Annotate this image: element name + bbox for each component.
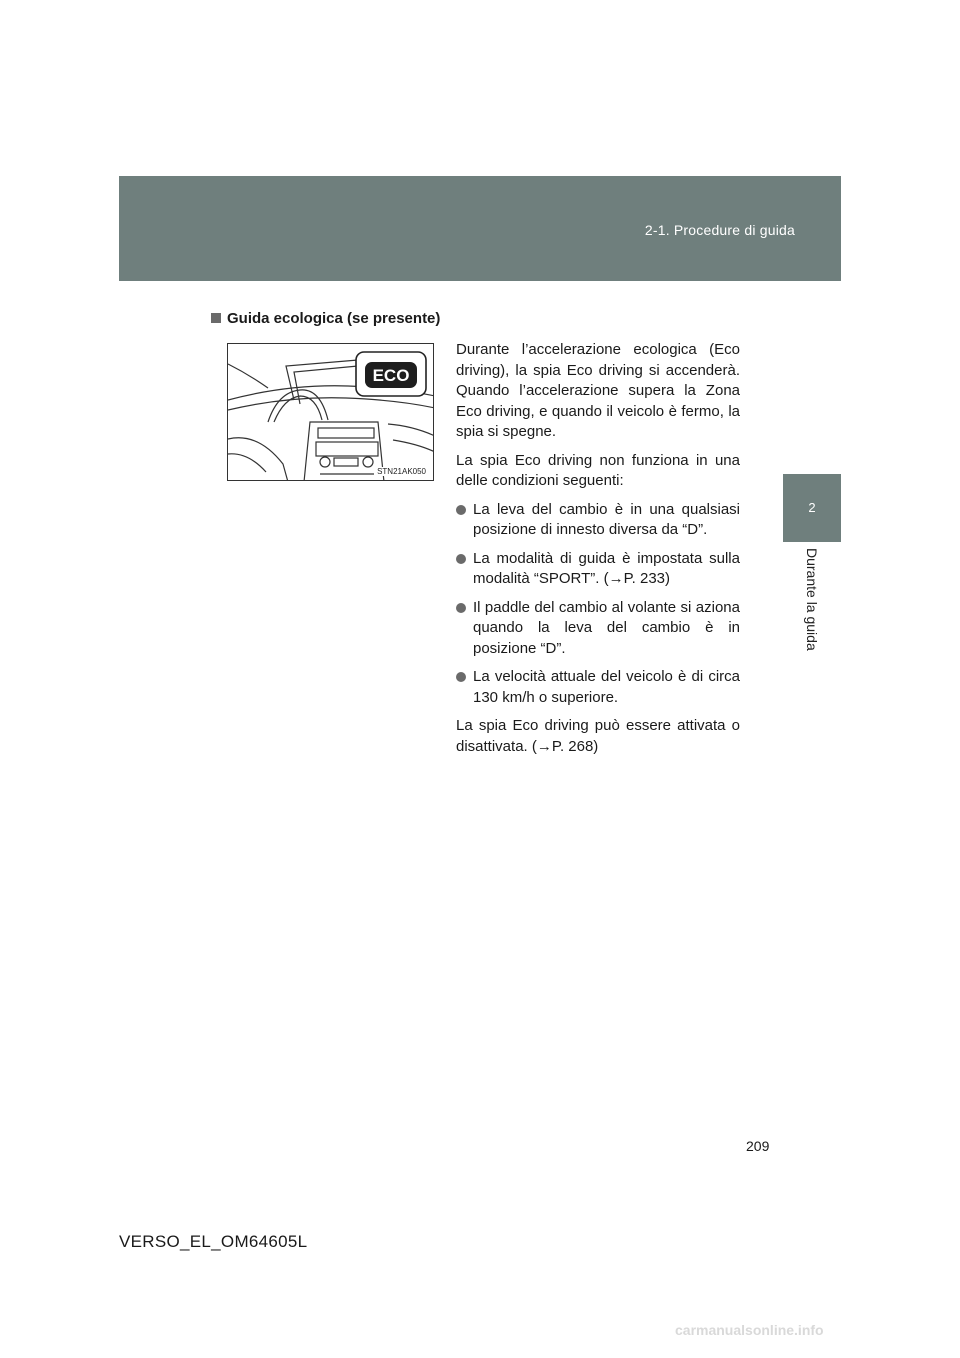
section-title: 2-1. Procedure di guida (644, 222, 795, 238)
round-bullet-icon (456, 603, 466, 613)
watermark: carmanualsonline.info (675, 1322, 824, 1338)
footer-code: VERSO_EL_OM64605L (119, 1232, 308, 1251)
round-bullet-icon (456, 554, 466, 564)
round-bullet-icon (456, 672, 466, 682)
list-item: La velocità attuale del veicolo è di circa 130 km/h o superiore. (456, 667, 740, 708)
illustration-code: STN21AK050 (377, 467, 426, 476)
dashboard-illustration (227, 343, 434, 481)
section-heading (211, 310, 440, 327)
list-item: La leva del cambio è in una qualsiasi posizione di innesto diversa da “D”. (456, 500, 740, 541)
list-item: La modalità di guida è impostata sulla modalità “SPORT”. (→P. 233) (456, 549, 740, 590)
body-text (456, 340, 740, 765)
closing-paragraph: La spia Eco driving può essere attivata o disattivata. (→P. 268) (456, 717, 740, 755)
dashboard-drawing (228, 344, 434, 481)
square-bullet-icon (211, 313, 221, 323)
eco-badge-text: ECO (372, 366, 410, 385)
list-item: Il paddle del cambio al volante si aziona quando la leva del cambio è in posizione “D”. (456, 598, 740, 660)
conditions-intro: La spia Eco driving non funziona in una delle condizioni seguenti: (456, 451, 740, 489)
chapter-tab (783, 474, 841, 542)
round-bullet-icon (456, 505, 466, 515)
page-number: 209 (746, 1138, 770, 1154)
header-band (119, 176, 841, 281)
chapter-number: 2 (808, 500, 816, 515)
intro-paragraph: Durante l’accelerazione ecologica (Eco driving), la spia Eco driving si accenderà. Quando l’accelerazione supera la Zona Eco driving, e quando il veicolo è fermo, la spia si spegne. (456, 341, 740, 440)
chapter-label: Durante la guida (804, 548, 820, 651)
section-heading-text: Guida ecologica (se presente) (227, 310, 441, 327)
